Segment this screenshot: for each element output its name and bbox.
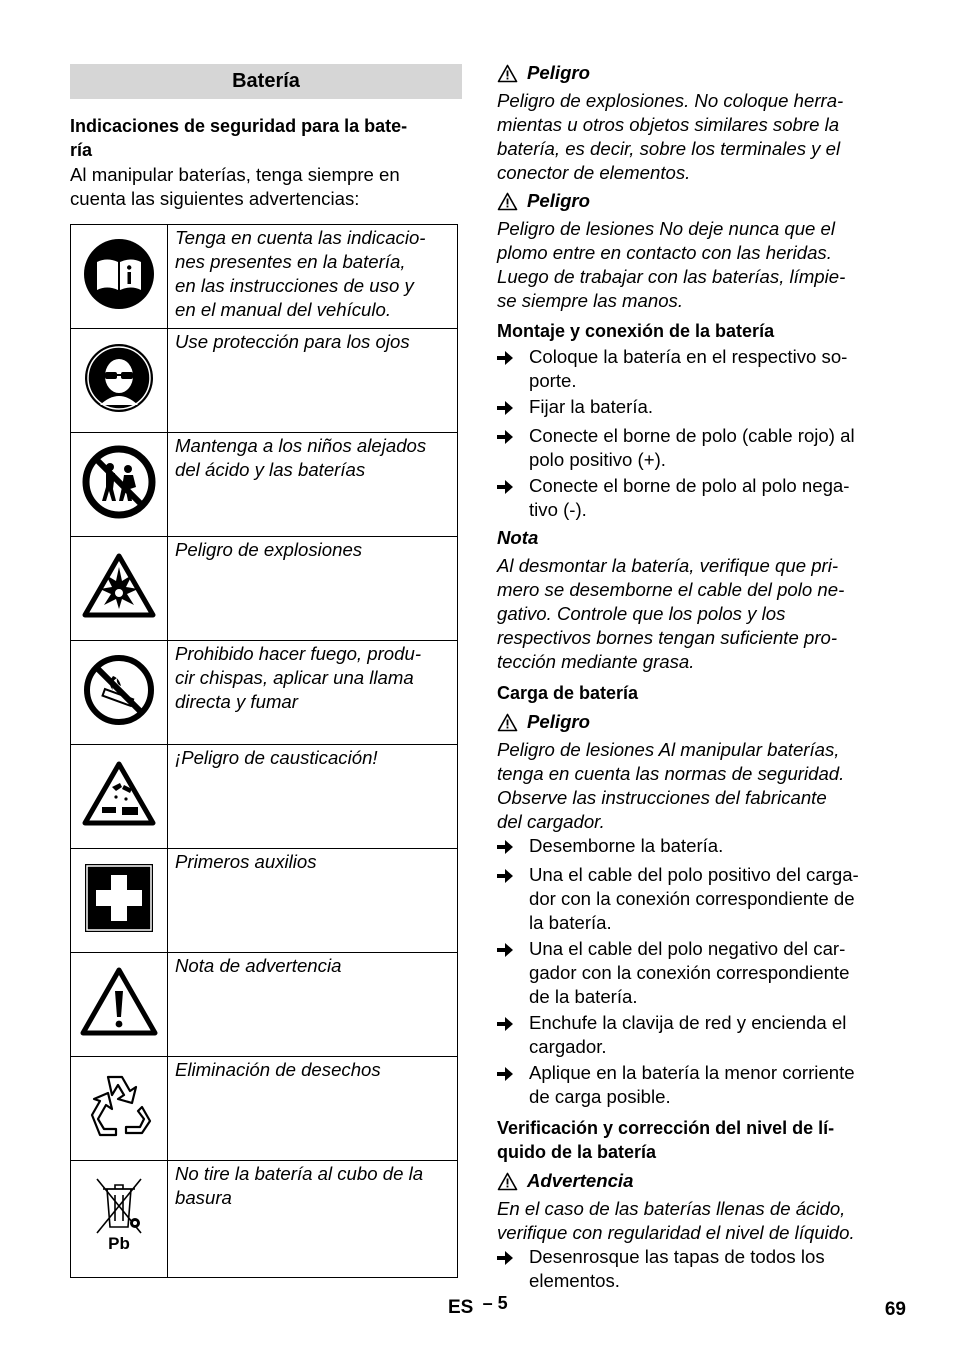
text-line: se siempre las manos. <box>497 290 684 311</box>
text-line: Desenrosque las tapas de todos los <box>529 1246 825 1267</box>
text-line: Peligro de explosiones. No coloque herra- <box>497 90 844 111</box>
danger-text <box>497 738 889 834</box>
text-line: Enchufe la clavija de red y encienda el <box>529 1012 847 1033</box>
danger-title: Peligro <box>527 711 591 732</box>
no-trash-bin-icon <box>71 1161 168 1278</box>
arrow-icon <box>497 474 529 522</box>
note-text <box>497 554 889 674</box>
list-item <box>497 937 889 1009</box>
text-line: Eliminación de desechos <box>175 1059 381 1080</box>
text-line: respectivos bornes tengan suficiente pro- <box>497 627 838 648</box>
text-line: cargador. <box>529 1036 607 1057</box>
mount-heading: Montaje y conexión de la batería <box>497 321 775 341</box>
text-line: Una el cable del polo negativo del car- <box>529 938 846 959</box>
list-item <box>497 834 889 861</box>
text-line: gativo. Controle que los polos y los <box>497 603 786 624</box>
right-column <box>497 61 889 1293</box>
text-line: Prohibido hacer fuego, produ- <box>175 643 422 664</box>
danger-text <box>497 217 889 313</box>
section-title: Batería <box>70 64 462 99</box>
text-line: Luego de trabajar con las baterías, límpie- <box>497 266 846 287</box>
intro-line-2: cuenta las siguientes advertencias: <box>70 188 360 209</box>
table-row <box>71 745 458 849</box>
charge-heading: Carga de batería <box>497 683 639 703</box>
advert-title: Advertencia <box>527 1170 634 1191</box>
arrow-icon <box>497 863 529 935</box>
no-fire-smoking-icon <box>71 641 168 745</box>
lang-code: ES <box>448 1297 474 1318</box>
list-item <box>497 863 889 935</box>
text-line: Aplique en la batería la menor corriente <box>529 1062 855 1083</box>
symbol-text <box>168 433 458 537</box>
text-line: Observe las instrucciones del fabricante <box>497 787 827 808</box>
left-column <box>70 64 462 211</box>
text-line: tenga en cuenta las normas de seguridad. <box>497 763 845 784</box>
note-heading: Nota <box>497 527 539 548</box>
text-line: nes presentes en la batería, <box>175 251 406 272</box>
danger-heading <box>497 710 889 734</box>
danger-text <box>497 89 889 185</box>
arrow-icon <box>497 424 529 472</box>
arrow-icon <box>497 395 529 422</box>
text-line: Primeros auxilios <box>175 851 317 872</box>
danger-heading <box>497 189 889 213</box>
text-line: verifique con regularidad el nivel de líquido. <box>497 1222 855 1243</box>
check-heading <box>497 1116 889 1164</box>
list-item <box>497 395 889 422</box>
mount-steps <box>497 345 889 522</box>
text-line: ¡Peligro de causticación! <box>175 747 378 768</box>
text-line: conector de elementos. <box>497 162 691 183</box>
warning-triangle-icon <box>497 64 518 83</box>
list-item <box>497 1061 889 1109</box>
check-steps <box>497 1245 889 1293</box>
text-line: tivo (-). <box>529 499 587 520</box>
danger-heading <box>497 61 889 85</box>
text-line: Coloque la batería en el respectivo so- <box>529 346 848 367</box>
text-line: En el caso de las baterías llenas de ácido, <box>497 1198 846 1219</box>
text-line: elementos. <box>529 1270 620 1291</box>
symbol-text <box>168 641 458 745</box>
eye-protection-icon <box>71 329 168 433</box>
explosion-danger-icon <box>71 537 168 641</box>
text-line: Nota de advertencia <box>175 955 342 976</box>
warning-triangle-icon <box>497 1172 518 1191</box>
table-row <box>71 1057 458 1161</box>
table-row <box>71 849 458 953</box>
symbol-text <box>168 745 458 849</box>
table-row <box>71 1161 458 1278</box>
warning-triangle-icon <box>497 192 518 211</box>
text-line: mientas u otros objetos similares sobre la <box>497 114 840 135</box>
text-line: basura <box>175 1187 232 1208</box>
arrow-icon <box>497 937 529 1009</box>
symbols-table <box>70 224 458 1278</box>
text-line: Una el cable del polo positivo del carga- <box>529 864 859 885</box>
charge-steps <box>497 834 889 1109</box>
text-line: cir chispas, aplicar una llama <box>175 667 414 688</box>
text-line: Conecte el borne de polo (cable rojo) al <box>529 425 855 446</box>
advert-text <box>497 1197 889 1245</box>
subhead-line-1: Indicaciones de seguridad para la bate- <box>70 116 408 136</box>
danger-title: Peligro <box>527 62 591 83</box>
table-row <box>71 953 458 1057</box>
list-item <box>497 1011 889 1059</box>
list-item <box>497 424 889 472</box>
recycling-icon <box>71 1057 168 1161</box>
intro-line-1: Al manipular baterías, tenga siempre en <box>70 164 400 185</box>
table-row <box>71 641 458 745</box>
page-number: 69 <box>884 1299 906 1320</box>
arrow-icon <box>497 1245 529 1293</box>
symbol-text <box>168 1057 458 1161</box>
text-line: plomo entre en contacto con las heridas. <box>497 242 832 263</box>
text-line: mero se desemborne el cable del polo ne- <box>497 579 845 600</box>
text-line: Al desmontar la batería, verifique que pri- <box>497 555 839 576</box>
text-line: Tenga en cuenta las indicacio- <box>175 227 426 248</box>
arrow-icon <box>497 1011 529 1059</box>
text-line: en las instrucciones de uso y <box>175 275 414 296</box>
subhead-line-2: ría <box>70 140 93 160</box>
text-line: Conecte el borne de polo al polo nega- <box>529 475 850 496</box>
symbol-text <box>168 953 458 1057</box>
warning-triangle-icon <box>497 713 518 732</box>
text-line: porte. <box>529 370 577 391</box>
section-page: – 5 <box>482 1293 508 1313</box>
footer-language <box>448 1293 508 1319</box>
corrosive-icon <box>71 745 168 849</box>
safety-subhead <box>70 114 462 162</box>
pb-label: Pb <box>108 1234 130 1253</box>
arrow-icon <box>497 834 529 861</box>
text-line: directa y fumar <box>175 691 298 712</box>
manual-info-icon <box>71 225 168 329</box>
symbol-text <box>168 537 458 641</box>
text-line: Use protección para los ojos <box>175 331 410 352</box>
text-line: Desemborne la batería. <box>529 835 724 856</box>
table-row <box>71 433 458 537</box>
list-item <box>497 345 889 393</box>
table-row <box>71 329 458 433</box>
arrow-icon <box>497 1061 529 1109</box>
text-line: tección mediante grasa. <box>497 651 695 672</box>
text-line: la batería. <box>529 912 612 933</box>
text-line: de la batería. <box>529 986 638 1007</box>
text-line: batería, es decir, sobre los terminales y el <box>497 138 841 159</box>
keep-children-away-icon <box>71 433 168 537</box>
text-line: gador con la conexión correspondiente <box>529 962 850 983</box>
text-line: Fijar la batería. <box>529 396 654 417</box>
symbol-text <box>168 225 458 329</box>
intro-text <box>70 163 462 211</box>
text-line: Peligro de explosiones <box>175 539 363 560</box>
list-item <box>497 474 889 522</box>
text-line: Peligro de lesiones No deje nunca que el <box>497 218 836 239</box>
symbol-text <box>168 849 458 953</box>
first-aid-icon <box>71 849 168 953</box>
table-row <box>71 537 458 641</box>
symbol-text <box>168 1161 458 1278</box>
text-line: No tire la batería al cubo de la <box>175 1163 424 1184</box>
danger-title: Peligro <box>527 190 591 211</box>
text-line: de carga posible. <box>529 1086 671 1107</box>
text-line: Mantenga a los niños alejados <box>175 435 427 456</box>
list-item <box>497 1245 889 1293</box>
text-line: del cargador. <box>497 811 605 832</box>
table-row <box>71 225 458 329</box>
warning-icon <box>71 953 168 1057</box>
text-line: dor con la conexión correspondiente de <box>529 888 855 909</box>
arrow-icon <box>497 345 529 393</box>
symbol-text <box>168 329 458 433</box>
text-line: Verificación y corrección del nivel de lí- <box>497 1118 835 1138</box>
advert-heading <box>497 1169 889 1193</box>
text-line: del ácido y las baterías <box>175 459 366 480</box>
text-line: polo positivo (+). <box>529 449 666 470</box>
text-line: en el manual del vehículo. <box>175 299 392 320</box>
text-line: Peligro de lesiones Al manipular baterías, <box>497 739 840 760</box>
text-line: quido de la batería <box>497 1142 657 1162</box>
